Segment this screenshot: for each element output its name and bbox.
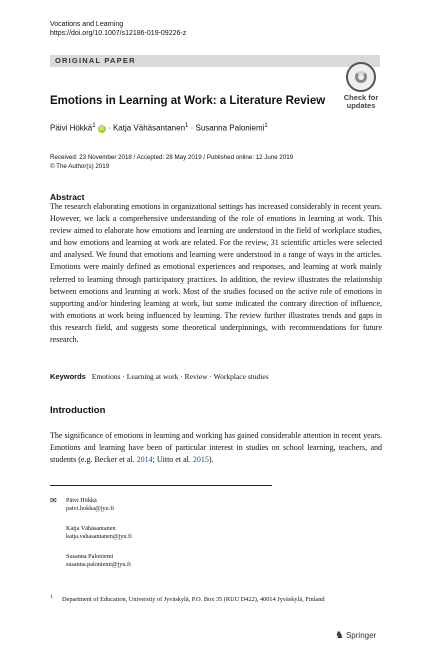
orcid-icon[interactable]: iD (99, 125, 105, 132)
author-name[interactable]: Susanna Paloniemi (195, 123, 265, 133)
check-for-updates-icon (346, 62, 376, 92)
article-type-label: ORIGINAL PAPER (55, 56, 136, 65)
intro-text-part: The significance of emotions in learning and working has gained considerable attention in recent years. Emotions and learning have been of particular interest in studies on school learning, teachers, and students (e.g. Becker et al. (50, 431, 382, 465)
paper-title: Emotions in Learning at Work: a Literature Review (50, 95, 326, 107)
cfu-line2: updates (346, 101, 376, 110)
affiliation-text: Department of Education, University of Jyväskylä, P.O. Box 35 (RUU D422), 40014 Jyväskylä, Finland (62, 596, 325, 603)
contact-name: Katja Vähäsantanen (66, 525, 116, 532)
citation-link[interactable]: 2015 (192, 455, 209, 465)
abstract-text: The research elaborating emotions in organizational settings has increased considerably in recent years. However, we lack a comprehensive understanding of the role of emotions in learning at work. This review aimed to elaborate how emotions and learning are understood in the field of workplace studies, and how emotions and learning at work are related. For the review, 31 scientific articles were selected and analysed. We found that emotions and learning were understood in a range of ways in the articles. Emotions were mainly defined as emotional experiences and responses, and learning at work mainly referred to learning through participatory practices. In addition, the review illustrates the relationship between emotions and learning at work. Most of the studies focused on the active role of emotions in supporting and/or hindering learning at work, but some indicated the contrary direction of influence, with emotions at work being influenced by learning. The review further illustrates trends and gaps in this research field, and suggests some theoretical underpinnings, with recommendations for future research. (50, 202, 382, 345)
keywords (50, 372, 269, 381)
author-name[interactable]: Katja Vähäsantanen (112, 123, 186, 133)
intro-text-part: ). (208, 455, 214, 465)
springer-horse-icon: ♞ (335, 630, 344, 641)
contact-name: Susanna Paloniemi (66, 553, 114, 560)
contact-email[interactable]: katja.vahasantanen@jyu.fi (66, 533, 132, 540)
keywords-label: Keywords (50, 372, 86, 381)
copyright-line: © The Author(s) 2019 (50, 163, 110, 170)
author-affil-sup: 1 (264, 123, 268, 129)
article-type-bar (50, 55, 380, 67)
affiliation-number: 1 (50, 594, 53, 600)
author-affil-sup: 1 (92, 123, 96, 129)
dates-line: Received: 23 November 2018 / Accepted: 28 May 2019 / Published online: 12 June 2019 (50, 154, 294, 161)
doi-link[interactable]: https://doi.org/10.1007/s12186-019-09226-z (50, 30, 187, 37)
introduction-text (50, 430, 382, 466)
check-for-updates-badge[interactable] (338, 62, 384, 120)
contact-email[interactable]: susanna.paloniemi@jyu.fi (66, 561, 131, 568)
keywords-text: Emotions · Learning at work · Review · Workplace studies (91, 372, 269, 381)
journal-header (50, 20, 186, 38)
introduction-heading: Introduction (50, 405, 106, 416)
author-list: Päivi Hökkä$^1$ iD · Katja Vähäsantanen$^1$ · Susanna Paloniemi$^1$ (50, 123, 268, 133)
abstract-heading: Abstract (50, 192, 85, 202)
cfu-line1: Check for (343, 93, 379, 102)
footnote-divider (50, 485, 272, 486)
contact-name: Päivi Hökkä (66, 497, 97, 504)
citation-link[interactable]: 2014 (136, 455, 153, 465)
contact-email[interactable]: paivi.hokka@jyu.fi (66, 505, 114, 512)
publication-dates (50, 153, 293, 171)
journal-name: Vocations and Learning (50, 21, 124, 28)
intro-text-part: ; Uitto et al. (152, 455, 193, 465)
envelope-icon: ✉ (50, 496, 57, 505)
publisher-name: Springer (345, 631, 377, 640)
author-name[interactable]: Päivi Hökkä (50, 123, 93, 133)
publisher-logo (335, 630, 376, 641)
author-affil-sup: 1 (185, 123, 189, 129)
